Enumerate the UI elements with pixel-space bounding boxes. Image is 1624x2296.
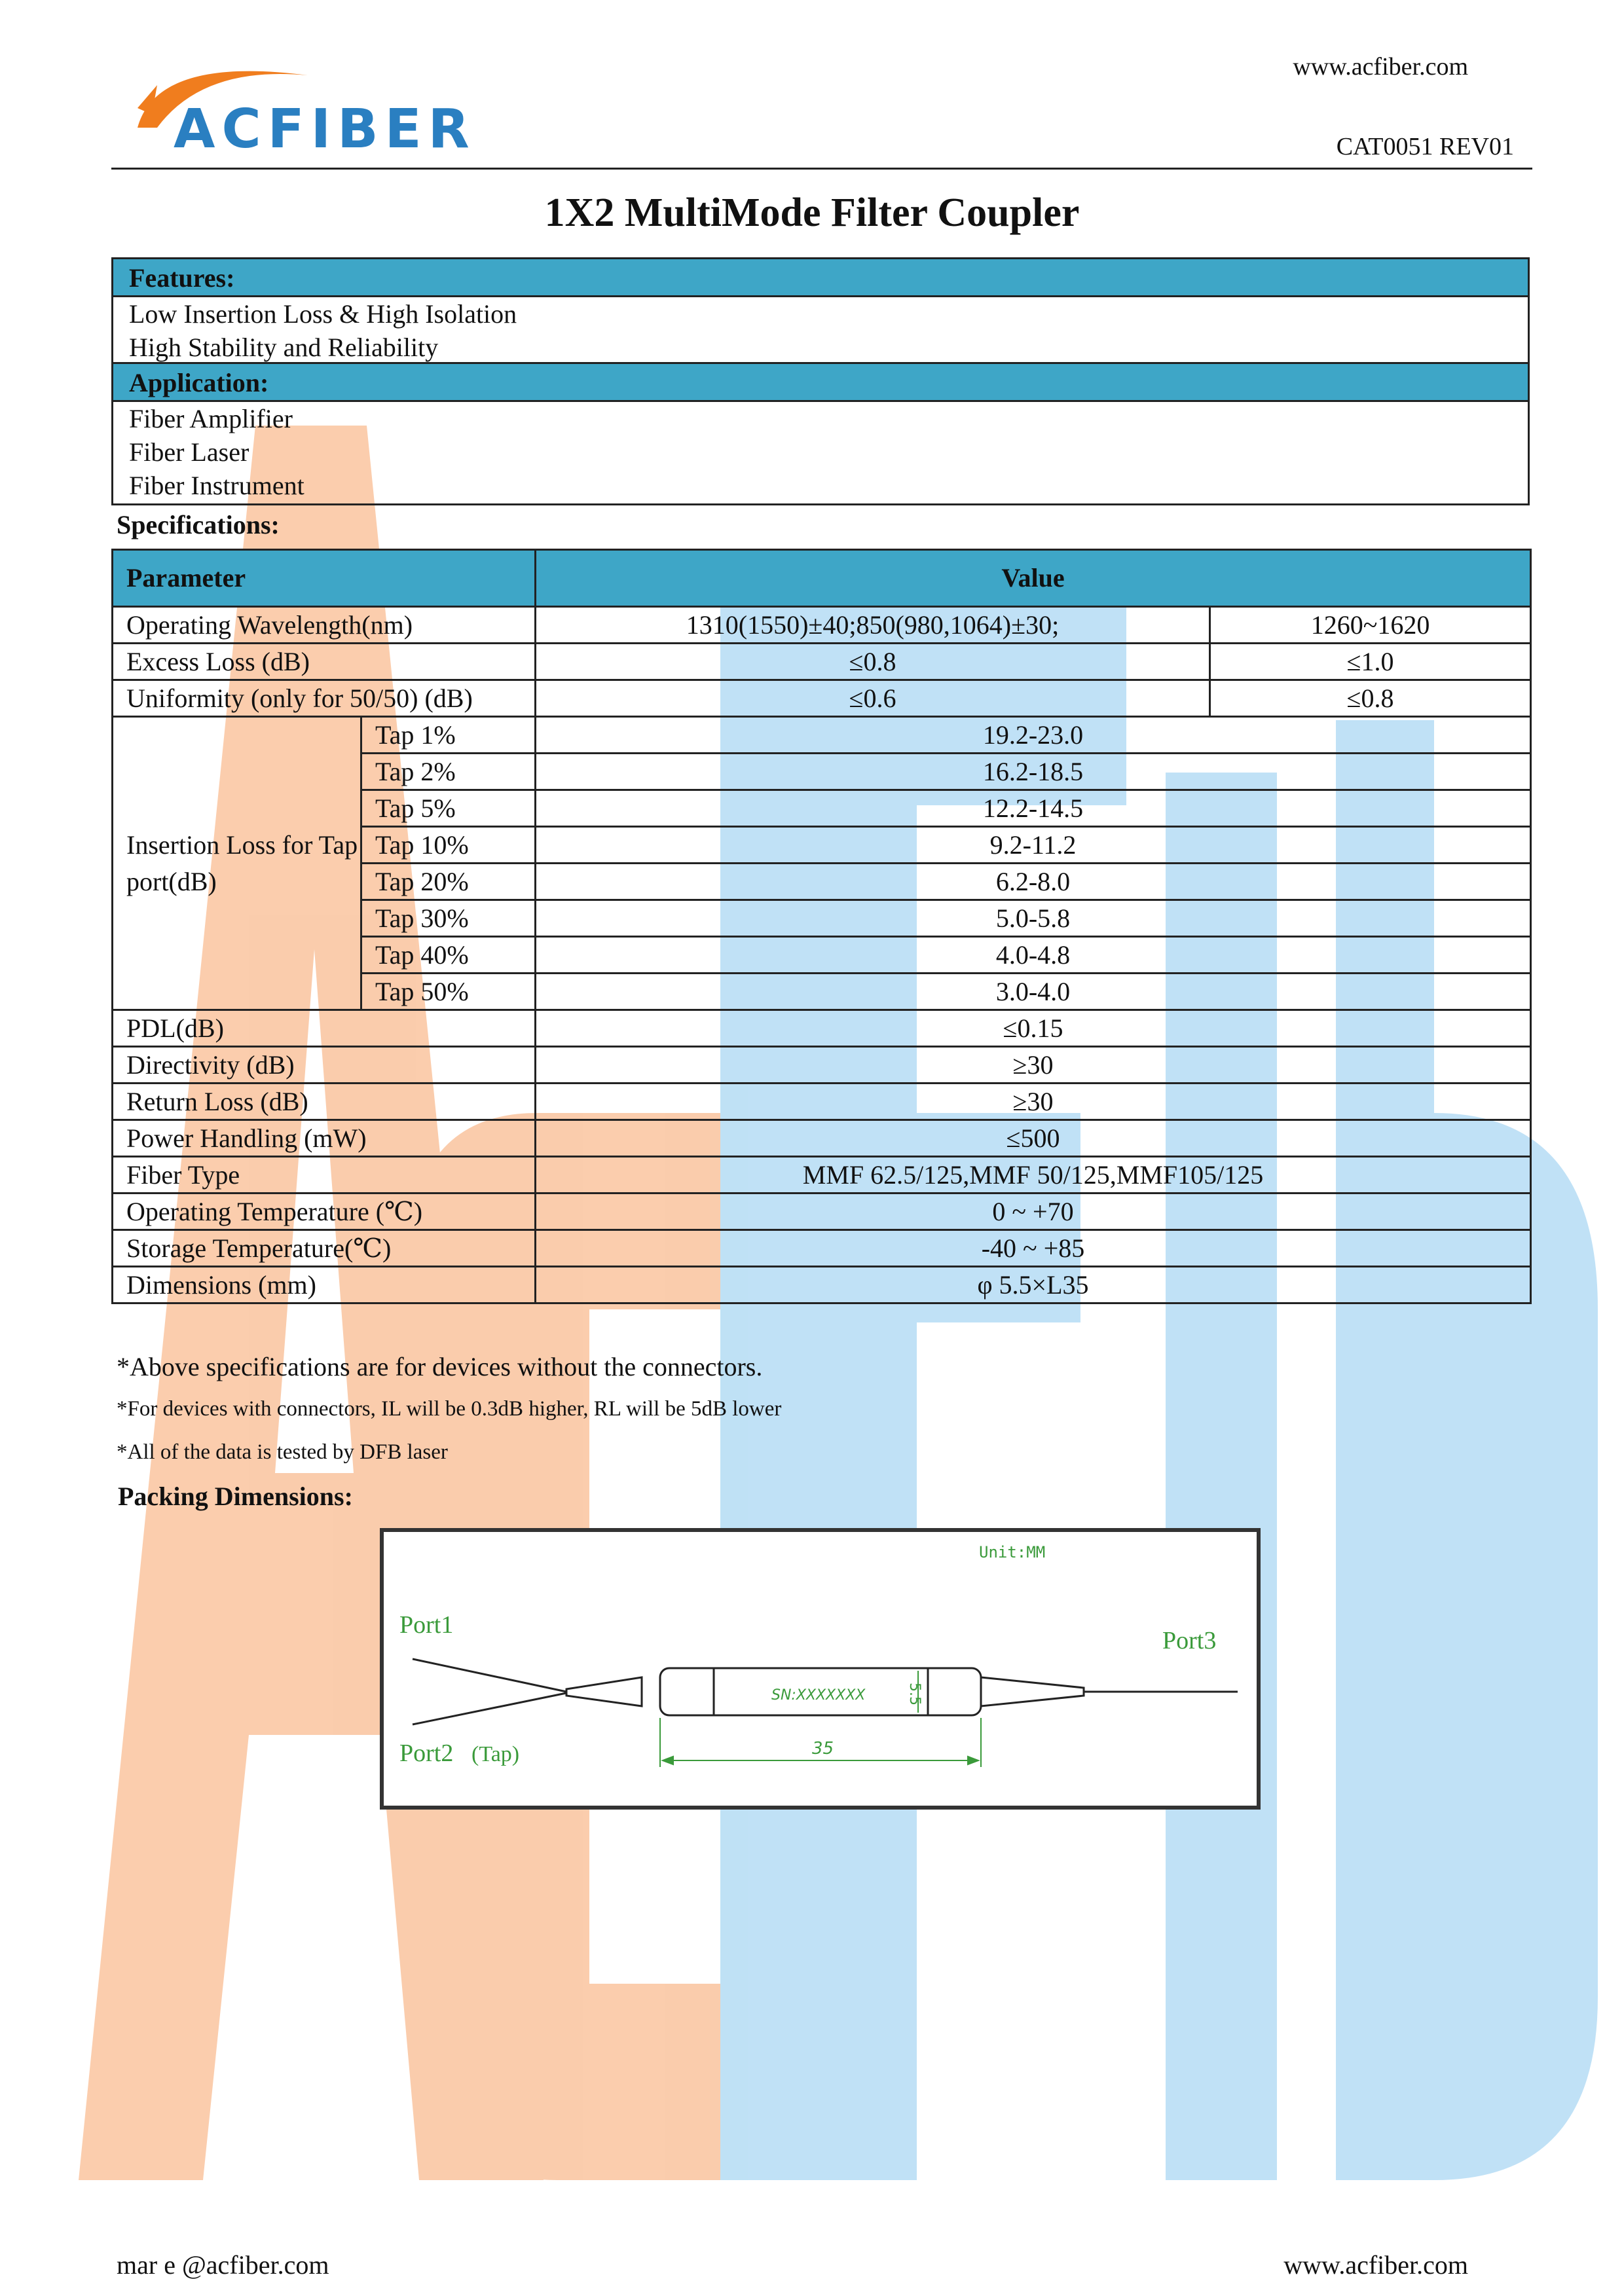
- table-row: [113, 1010, 1531, 1047]
- table-row: [113, 1047, 1531, 1084]
- tap-value: 6.2-8.0: [536, 864, 1531, 900]
- port2-label: Port2: [399, 1740, 454, 1767]
- packing-dimensions-heading: Packing Dimensions:: [118, 1482, 353, 1511]
- length-label: 35: [812, 1739, 834, 1758]
- feature-item: Low Insertion Loss & High Isolation: [129, 299, 517, 329]
- table-row: [113, 644, 1531, 680]
- param-name: Operating Wavelength(nm): [113, 607, 536, 644]
- table-row: [113, 1230, 1531, 1267]
- tap-name: Tap 10%: [361, 827, 536, 864]
- param-name: PDL(dB): [113, 1010, 536, 1047]
- param-value: 0 ~ +70: [536, 1194, 1531, 1230]
- tap-value: 12.2-14.5: [536, 790, 1531, 827]
- packing-dimensions-drawing: [380, 1528, 1261, 1810]
- tap-name: Tap 30%: [361, 900, 536, 937]
- application-item: Fiber Laser: [129, 437, 249, 467]
- table-row: [113, 1120, 1531, 1157]
- page-title: 1X2 MultiMode Filter Coupler: [544, 191, 1080, 235]
- note-connectors: *Above specifications are for devices without the connectors.: [117, 1352, 763, 1381]
- param-value: ≤500: [536, 1120, 1531, 1157]
- unit-label: Unit:MM: [979, 1543, 1046, 1561]
- tap-name: Tap 40%: [361, 937, 536, 974]
- specifications-table: [111, 549, 1532, 1304]
- header-divider: [111, 168, 1532, 170]
- tap-value: 19.2-23.0: [536, 717, 1531, 754]
- param-value: ≤0.8: [1210, 680, 1531, 717]
- param-value: 1310(1550)±40;850(980,1064)±30;: [536, 607, 1210, 644]
- param-value: φ 5.5×L35: [536, 1267, 1531, 1303]
- table-row: [113, 1084, 1531, 1120]
- param-value: -40 ~ +85: [536, 1230, 1531, 1267]
- tap-value: 16.2-18.5: [536, 754, 1531, 790]
- param-name: Return Loss (dB): [113, 1084, 536, 1120]
- param-value: ≤0.8: [536, 644, 1210, 680]
- tap-value: 5.0-5.8: [536, 900, 1531, 937]
- param-name: Storage Temperature(℃): [113, 1230, 536, 1267]
- tap-value: 3.0-4.0: [536, 974, 1531, 1010]
- param-name: Dimensions (mm): [113, 1267, 536, 1303]
- tap-name: Tap 20%: [361, 864, 536, 900]
- port3-label: Port3: [1162, 1627, 1217, 1654]
- catalog-number: CAT0051 REV01: [1336, 133, 1514, 160]
- footer-email[interactable]: mar e @acfiber.com: [117, 2250, 329, 2280]
- note-dfb-laser: *All of the data is tested by DFB laser: [117, 1440, 448, 1464]
- note-il-rl: *For devices with connectors, IL will be 0.3dB higher, RL will be 5dB lower: [117, 1397, 782, 1421]
- value-header: Value: [536, 550, 1531, 607]
- application-item: Fiber Amplifier: [129, 404, 293, 433]
- application-item: Fiber Instrument: [129, 471, 304, 500]
- tap-name: Tap 2%: [361, 754, 536, 790]
- port1-label: Port1: [399, 1611, 454, 1639]
- table-header-row: [113, 550, 1531, 607]
- param-value: ≥30: [536, 1047, 1531, 1084]
- param-value: MMF 62.5/125,MMF 50/125,MMF105/125: [536, 1157, 1531, 1194]
- application-heading: Application:: [113, 364, 1528, 402]
- table-row: [113, 1194, 1531, 1230]
- table-row: [113, 1157, 1531, 1194]
- svg-text:ACFIBER: ACFIBER: [174, 98, 476, 160]
- header-website[interactable]: www.acfiber.com: [1293, 53, 1468, 81]
- application-box: [111, 364, 1530, 505]
- diameter-label: 5.5: [906, 1683, 923, 1705]
- param-value: ≤1.0: [1210, 644, 1531, 680]
- param-value: ≥30: [536, 1084, 1531, 1120]
- param-name: Power Handling (mW): [113, 1120, 536, 1157]
- specifications-heading: Specifications:: [117, 510, 280, 539]
- tap-name: Tap 1%: [361, 717, 536, 754]
- parameter-header: Parameter: [113, 550, 536, 607]
- param-name: Directivity (dB): [113, 1047, 536, 1084]
- tap-value: 9.2-11.2: [536, 827, 1531, 864]
- param-name: Fiber Type: [113, 1157, 536, 1194]
- param-name: Uniformity (only for 50/50) (dB): [113, 680, 536, 717]
- acfiber-logo: [111, 49, 478, 160]
- table-row: [113, 717, 1531, 754]
- tap-name: Tap 50%: [361, 974, 536, 1010]
- tap-name: Tap 5%: [361, 790, 536, 827]
- feature-item: High Stability and Reliability: [129, 333, 439, 362]
- param-value: ≤0.6: [536, 680, 1210, 717]
- features-box: [111, 257, 1530, 364]
- table-row: [113, 607, 1531, 644]
- table-row: [113, 1267, 1531, 1303]
- features-heading: Features:: [113, 259, 1528, 297]
- tap-value: 4.0-4.8: [536, 937, 1531, 974]
- param-value: ≤0.15: [536, 1010, 1531, 1047]
- footer-website[interactable]: www.acfiber.com: [1283, 2250, 1468, 2280]
- serial-label: SN:XXXXXXX: [771, 1687, 866, 1704]
- param-value: 1260~1620: [1210, 607, 1531, 644]
- table-row: [113, 680, 1531, 717]
- param-name: Operating Temperature (℃): [113, 1194, 536, 1230]
- insertion-loss-label: Insertion Loss for Tap port(dB): [113, 717, 361, 1010]
- port2-tap-label: (Tap): [471, 1742, 520, 1766]
- param-name: Excess Loss (dB): [113, 644, 536, 680]
